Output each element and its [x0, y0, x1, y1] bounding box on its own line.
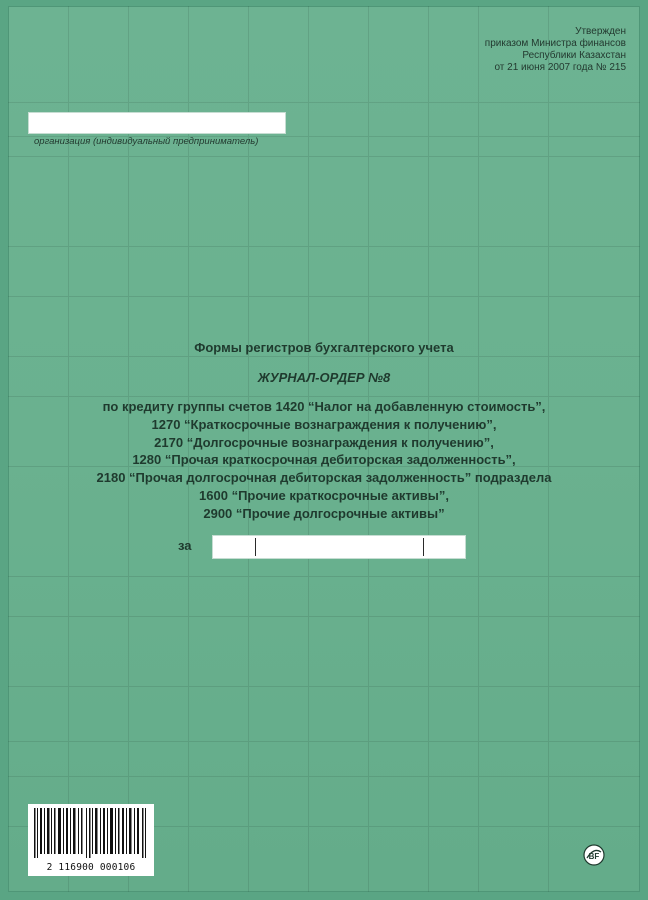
- description-line: 1280 “Прочая краткосрочная дебиторская задолженность”,: [132, 452, 516, 468]
- logo-text: BF: [588, 852, 600, 861]
- barcode-bars: [34, 808, 148, 858]
- approval-line: от 21 июня 2007 года № 215: [494, 62, 626, 73]
- approval-line: приказом Министра финансов: [484, 38, 626, 49]
- description-line: по кредиту группы счетов 1420 “Налог на добавленную стоимость”,: [102, 399, 546, 414]
- barcode-digits: 2 116900 000106: [46, 862, 136, 873]
- approval-line: Республики Казахстан: [522, 50, 626, 61]
- period-field[interactable]: [212, 535, 466, 559]
- organization-field[interactable]: [28, 112, 286, 134]
- forms-title: Формы регистров бухгалтерского учета: [194, 340, 454, 355]
- description-line: 2170 “Долгосрочные вознаграждения к получению”,: [154, 434, 494, 450]
- barcode: [28, 804, 154, 876]
- account-description: [0, 398, 648, 523]
- description-line: 2180 “Прочая долгосрочная дебиторская задолженность” подраздела: [96, 470, 552, 486]
- organization-caption: организация (индивидуальный предприниматель): [34, 136, 259, 147]
- approval-stamp: [485, 26, 626, 74]
- approval-line: Утвержден: [575, 26, 626, 37]
- journal-title: ЖУРНАЛ-ОРДЕР №8: [257, 370, 391, 385]
- bf-logo-icon: [583, 844, 605, 866]
- description-line: 1270 “Краткосрочные вознаграждения к получению”,: [151, 416, 497, 432]
- period-divider: [255, 538, 256, 556]
- period-divider: [423, 538, 424, 556]
- description-line: 1600 “Прочие краткосрочные активы”,: [199, 487, 449, 503]
- period-label: за: [178, 538, 192, 553]
- description-line: 2900 “Прочие долгосрочные активы”: [203, 505, 445, 521]
